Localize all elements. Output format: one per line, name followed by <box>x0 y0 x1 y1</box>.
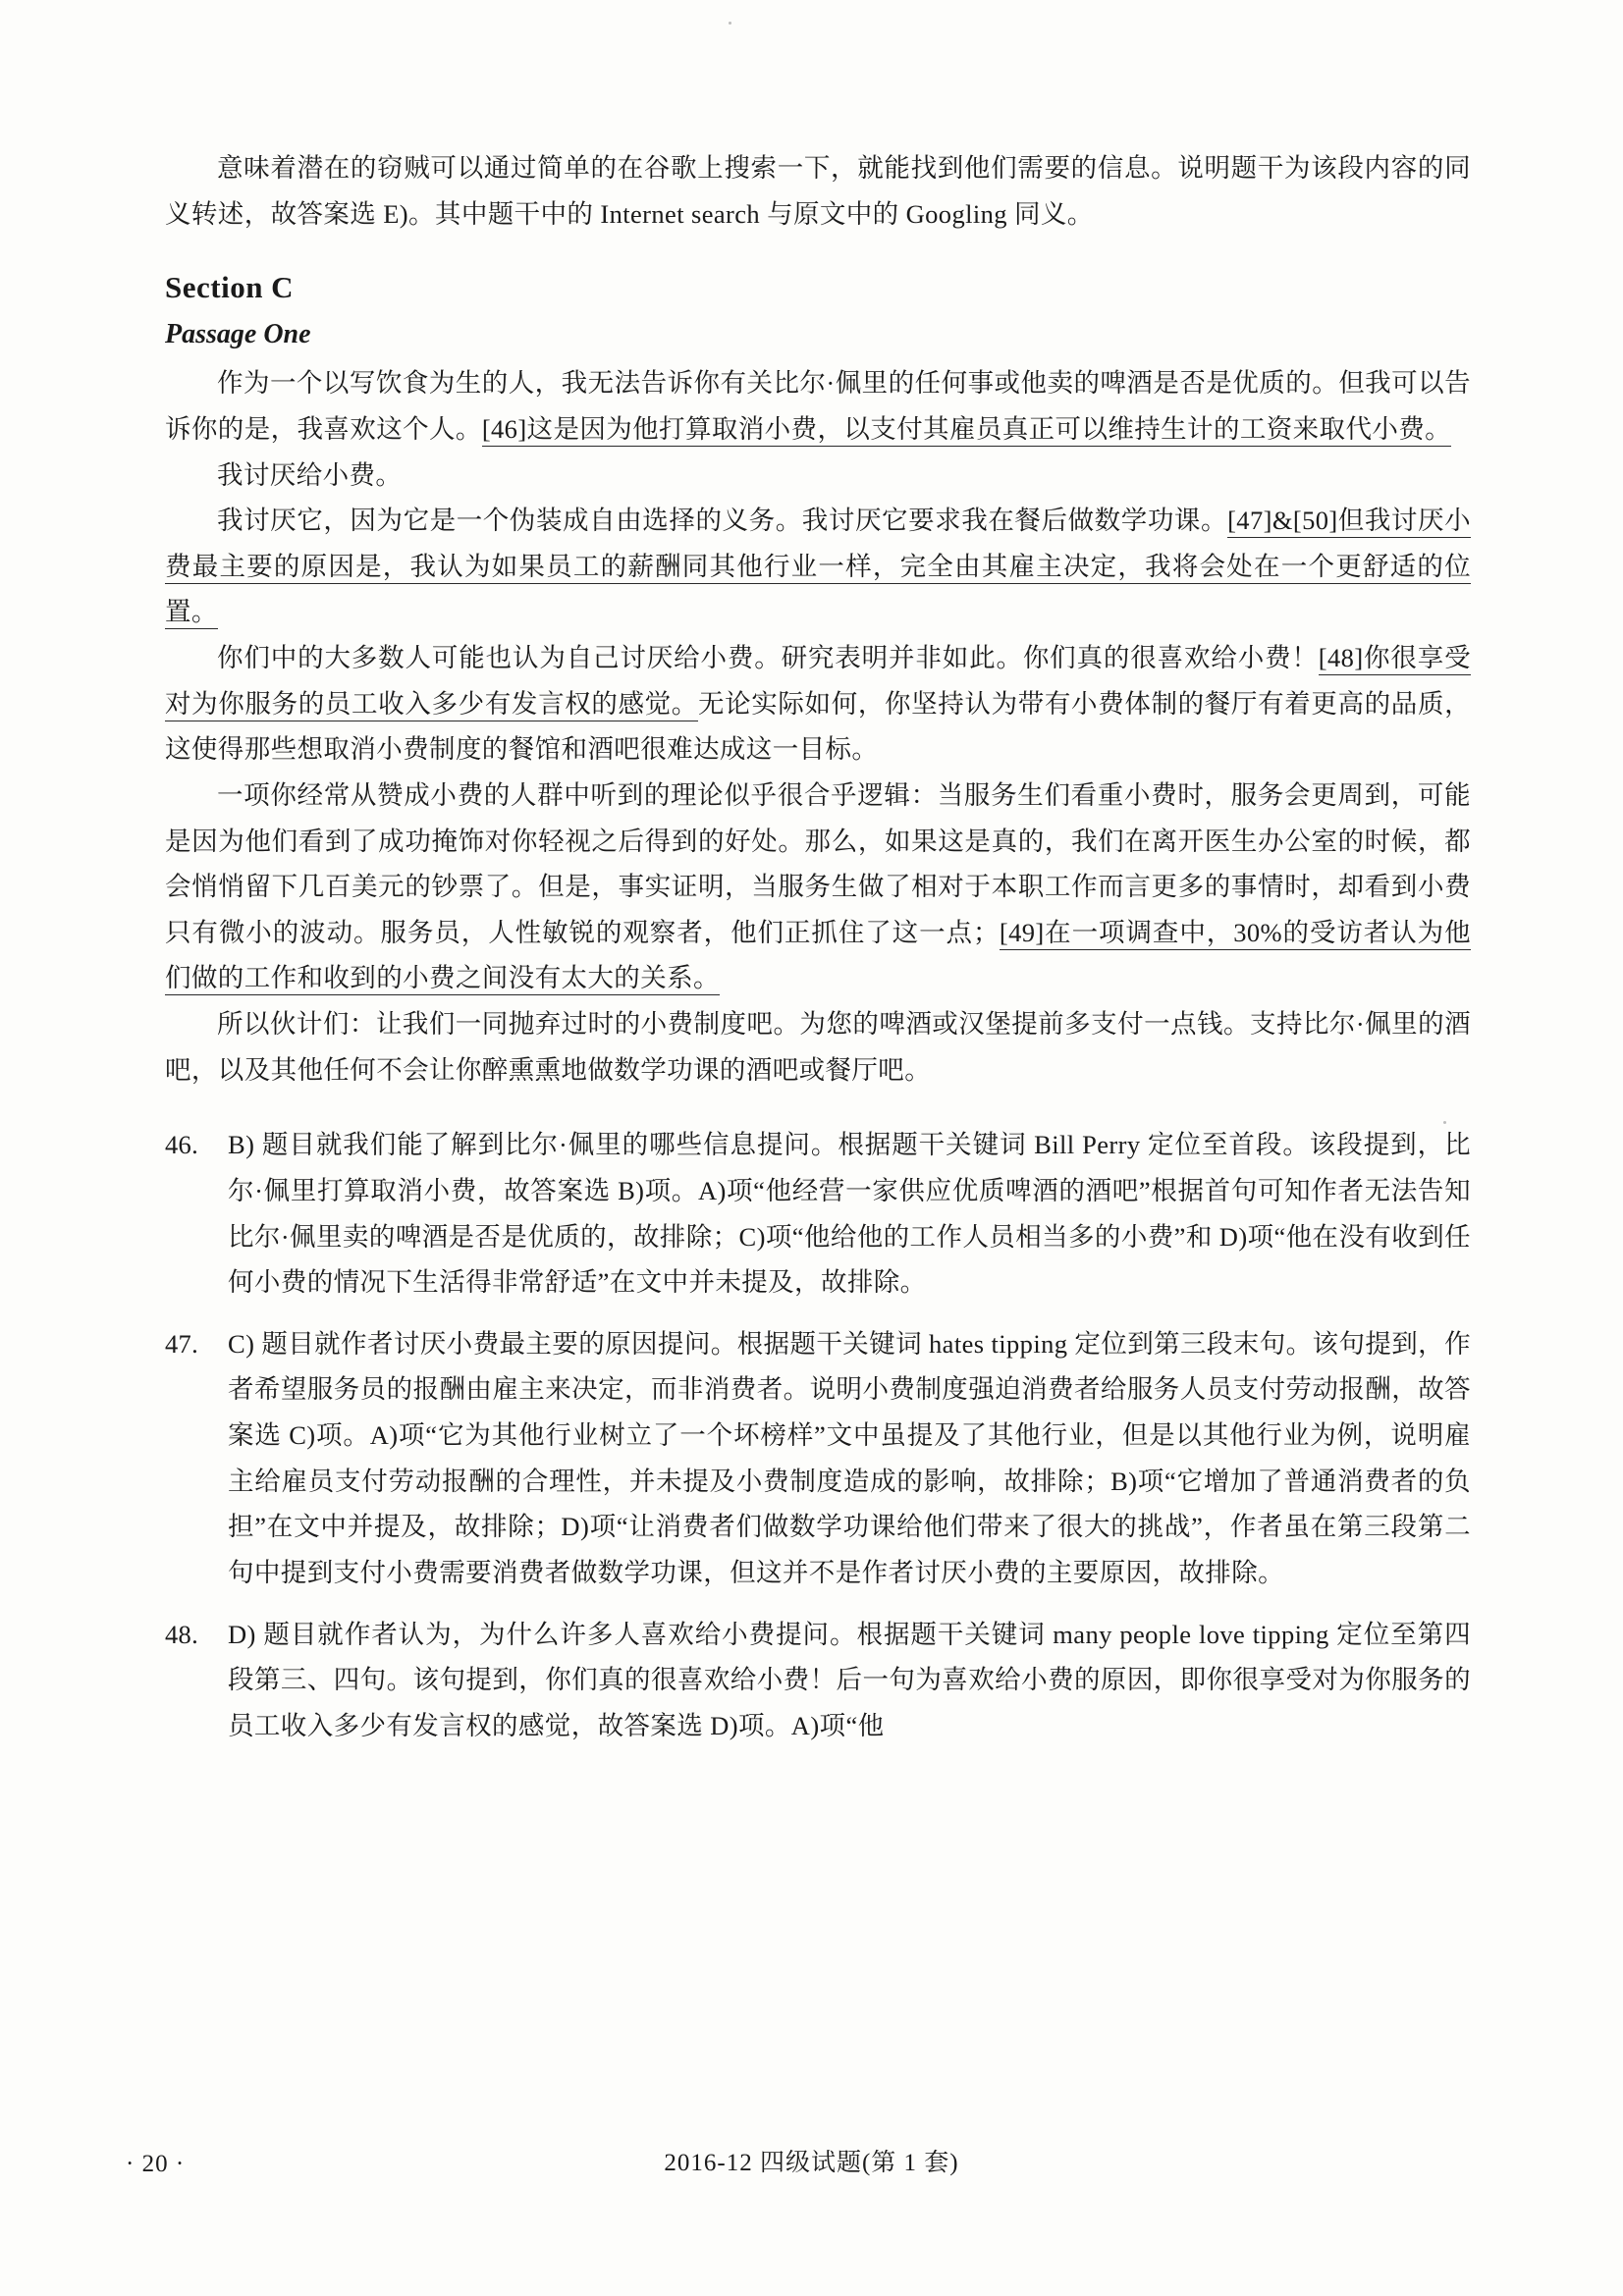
passage-paragraph-1 <box>165 360 1471 452</box>
question-number: 47. <box>165 1328 199 1359</box>
section-heading: Section C <box>165 270 295 305</box>
passage-p5-underlined: [49]在一项调查中，30%的受访者认为他们做的工作和收到的小费之间没有太大的关系。 <box>165 918 1471 996</box>
answer-explanation: 题目就作者讨厌小费最主要的原因提问。根据题干关键词 hates tipping 定位到第三段末句。该句提到，作者希望服务员的报酬由雇主来决定，而非消费者。说明小费制度强迫消费者给服务人员支付劳动报酬，故答案选 C)项。A)项“它为其他行业树立了一个坏榜样”文中虽提及了其他行业，但是以其他行业为例，说明雇主给雇员支付劳动报酬的合理性，并未提及小费制度造成的影响，故排除；B)项“它增加了普通消费者的负担”在文中并提及，故排除；D)项“让消费者们做数学功课给他们带来了很大的挑战”，作者虽在第三段第二句中提到支付小费需要消费者做数学功课，但这并不是作者讨厌小费的主要原因，故排除。 <box>228 1328 1471 1587</box>
passage-heading: Passage One <box>165 319 311 350</box>
answer-explanation: 题目就我们能了解到比尔·佩里的哪些信息提问。根据题干关键词 Bill Perry 定位至首段。该段提到，比尔·佩里打算取消小费，故答案选 B)项。A)项“他经营一家供应优质啤酒的酒吧”根据首句可知作者无法告知比尔·佩里卖的啤酒是否是优质的，故排除；C)项“他给他的工作人员相当多的小费”和 D)项“他在没有收到任何小费的情况下生活得非常舒适”在文中并未提及，故排除。 <box>228 1130 1472 1298</box>
passage-paragraph-2: 我讨厌给小费。 <box>217 459 403 490</box>
question-number: 46. <box>165 1130 199 1160</box>
question-body <box>228 1321 1471 1596</box>
passage-p4-text-after: 无论实际如何，你坚持认为带有小费体制的餐厅有着更高的品质，这使得那些想取消小费制度的餐馆和酒吧很难达成这一目标。 <box>165 688 1472 765</box>
page-footer <box>0 2143 1623 2178</box>
passage-p4-text-before: 你们中的大多数人可能也认为自己讨厌给小费。研究表明并非如此。你们真的很喜欢给小费！ <box>217 643 1319 672</box>
passage-paragraph-5 <box>165 773 1471 1001</box>
list-item <box>165 1122 1471 1306</box>
answer-explanation-list <box>165 1122 1471 1748</box>
answer-letter: B) <box>228 1130 255 1160</box>
answer-letter: C) <box>228 1328 255 1359</box>
question-number: 48. <box>165 1619 199 1649</box>
passage-p5-text: 一项你经常从赞成小费的人群中听到的理论似乎很合乎逻辑：当服务生们看重小费时，服务会更周到，可能是因为他们看到了成功掩饰对你轻视之后得到的好处。那么，如果这是真的，我们在离开医生办公室的时候，都会悄悄留下几百美元的钞票了。但是，事实证明，当服务生做了相对于本职工作而言更多的事情时，却看到小费只有微小的波动。服务员，人性敏锐的观察者，他们正抓住了这一点； <box>165 779 1471 947</box>
passage-paragraph-4 <box>165 635 1471 773</box>
question-body <box>228 1122 1471 1306</box>
intro-paragraph: 意味着潜在的窃贼可以通过简单的在谷歌上搜索一下，就能找到他们需要的信息。说明题干为该段内容的同义转述，故答案选 E)。其中题干中的 Internet search 与原文中的 Googling 同义。 <box>165 153 1471 229</box>
passage-p1-underlined: [46]这是因为他打算取消小费，以支付其雇员真正可以维持生计的工资来取代小费。 <box>482 414 1451 447</box>
passage-p1-text: 作为一个以写饮食为生的人，我无法告诉你有关比尔·佩里的任何事或他卖的啤酒是否是优质的。但我可以告诉你的是，我喜欢这个人。 <box>165 368 1471 444</box>
passage-paragraph-6: 所以伙计们：让我们一同抛弃过时的小费制度吧。为您的啤酒或汉堡提前多支付一点钱。支持比尔·佩里的酒吧，以及其他任何不会让你醉熏熏地做数学功课的酒吧或餐厅吧。 <box>165 1009 1471 1085</box>
passage-paragraph-3 <box>165 498 1471 635</box>
answer-explanation: 题目就作者认为，为什么许多人喜欢给小费提问。根据题干关键词 many people love tipping 定位至第四段第三、四句。该句提到，你们真的很喜欢给小费！后一句为喜欢给小费的原因，即你很享受对为你服务的员工收入多少有发言权的感觉，故答案选 D)项。A)项“他 <box>228 1619 1471 1740</box>
answer-letter: D) <box>228 1619 256 1649</box>
page-content <box>165 145 1471 1764</box>
question-body <box>228 1612 1471 1749</box>
page-number: · 20 · <box>126 2151 186 2177</box>
list-item <box>165 1321 1471 1596</box>
scan-speck <box>729 22 731 25</box>
list-item <box>165 1612 1471 1749</box>
passage-p4-underlined: [48]你很享受对为你服务的员工收入多少有发言权的感觉。 <box>165 643 1471 721</box>
footer-center-text: 2016-12 四级试题(第 1 套) <box>664 2150 959 2176</box>
passage-p3-underlined: [47]&[50]但我讨厌小费最主要的原因是，我认为如果员工的薪酬同其他行业一样，完全由其雇主决定，我将会处在一个更舒适的位置。 <box>165 506 1471 629</box>
passage-p3-text: 我讨厌它，因为它是一个伪装成自由选择的义务。我讨厌它要求我在餐后做数学功课。 <box>217 506 1228 536</box>
